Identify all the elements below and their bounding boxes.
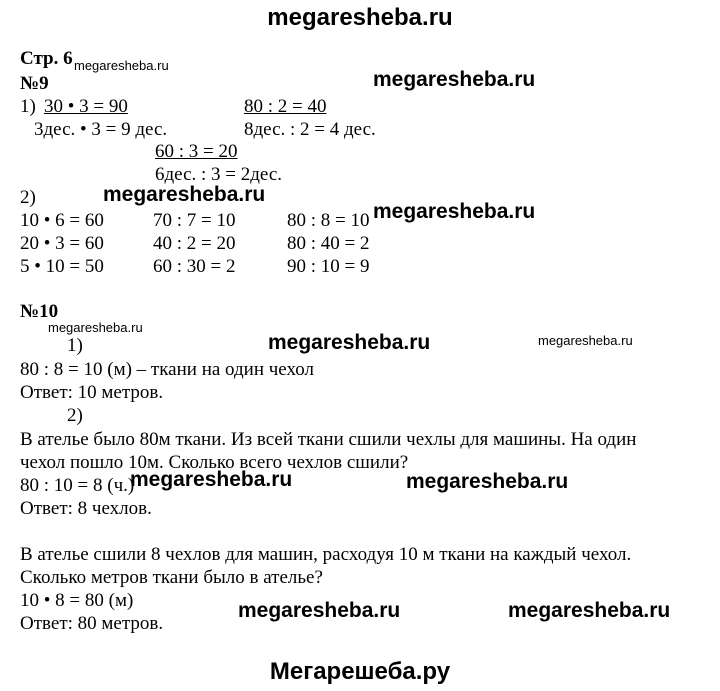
task10-solution3: 10 • 8 = 80 (м) — [20, 590, 134, 611]
grid-cell: 80 : 40 = 2 — [287, 233, 370, 254]
grid-cell: 90 : 10 = 9 — [287, 256, 370, 277]
task9-eq-c: 60 : 3 = 20 — [155, 141, 238, 162]
watermark: megaresheba.ru — [373, 200, 536, 223]
task10-answer3: Ответ: 80 метров. — [20, 613, 164, 634]
task9-part2-label: 2) — [20, 187, 36, 208]
grid-cell: 5 • 10 = 50 — [20, 256, 104, 277]
site-footer: Мегарешеба.ру — [269, 658, 451, 685]
watermark: megaresheba.ru — [48, 320, 143, 335]
task9-number: №9 — [20, 73, 49, 94]
grid-cell: 80 : 8 = 10 — [287, 210, 370, 231]
task10-solution2: 80 : 10 = 8 (ч.) — [20, 475, 135, 496]
watermark: megaresheba.ru — [373, 68, 536, 91]
task9-part1-label: 1) — [20, 96, 36, 117]
task10-problem3-line1: В ателье сшили 8 чехлов для машин, расходуя 10 м ткани на каждый чехол. — [20, 544, 632, 565]
task10-problem2-line1: В ателье было 80м ткани. Из всей ткани сшили чехлы для машины. На один — [20, 429, 637, 450]
task10-problem3-line2: Сколько метров ткани было в ателье? — [20, 567, 323, 588]
watermark: megaresheba.ru — [103, 183, 266, 206]
watermark: megaresheba.ru — [268, 331, 431, 354]
task10-number: №10 — [20, 301, 59, 322]
task10-answer2: Ответ: 8 чехлов. — [20, 498, 152, 519]
site-header: megaresheba.ru — [267, 4, 453, 31]
task10-part2-label: 2) — [67, 405, 83, 426]
task9-eq-b: 80 : 2 = 40 — [244, 96, 327, 117]
grid-cell: 60 : 30 = 2 — [153, 256, 236, 277]
watermark: megaresheba.ru — [508, 599, 671, 622]
task10-line1: 80 : 8 = 10 (м) – ткани на один чехол — [20, 359, 314, 380]
grid-cell: 10 • 6 = 60 — [20, 210, 104, 231]
task9-eq-a: 30 • 3 = 90 — [44, 96, 128, 117]
watermark: megaresheba.ru — [238, 599, 401, 622]
task10-part1-label: 1) — [67, 335, 83, 356]
task9-eq-a-note: 3дес. • 3 = 9 дес. — [34, 119, 168, 140]
task10-answer1: Ответ: 10 метров. — [20, 382, 164, 403]
watermark: megaresheba.ru — [406, 470, 569, 493]
watermark: megaresheba.ru — [74, 58, 169, 73]
watermark: megaresheba.ru — [130, 468, 293, 491]
watermark: megaresheba.ru — [538, 333, 633, 348]
grid-cell: 40 : 2 = 20 — [153, 233, 236, 254]
task9-eq-c-note: 6дес. : 3 = 2дес. — [155, 164, 283, 185]
task10-problem2-line2: чехол пошло 10м. Сколько всего чехлов сшили? — [20, 452, 409, 473]
grid-cell: 20 • 3 = 60 — [20, 233, 104, 254]
grid-cell: 70 : 7 = 10 — [153, 210, 236, 231]
task9-eq-b-note: 8дес. : 2 = 4 дес. — [244, 119, 376, 140]
page-reference: Стр. 6 — [20, 48, 73, 69]
